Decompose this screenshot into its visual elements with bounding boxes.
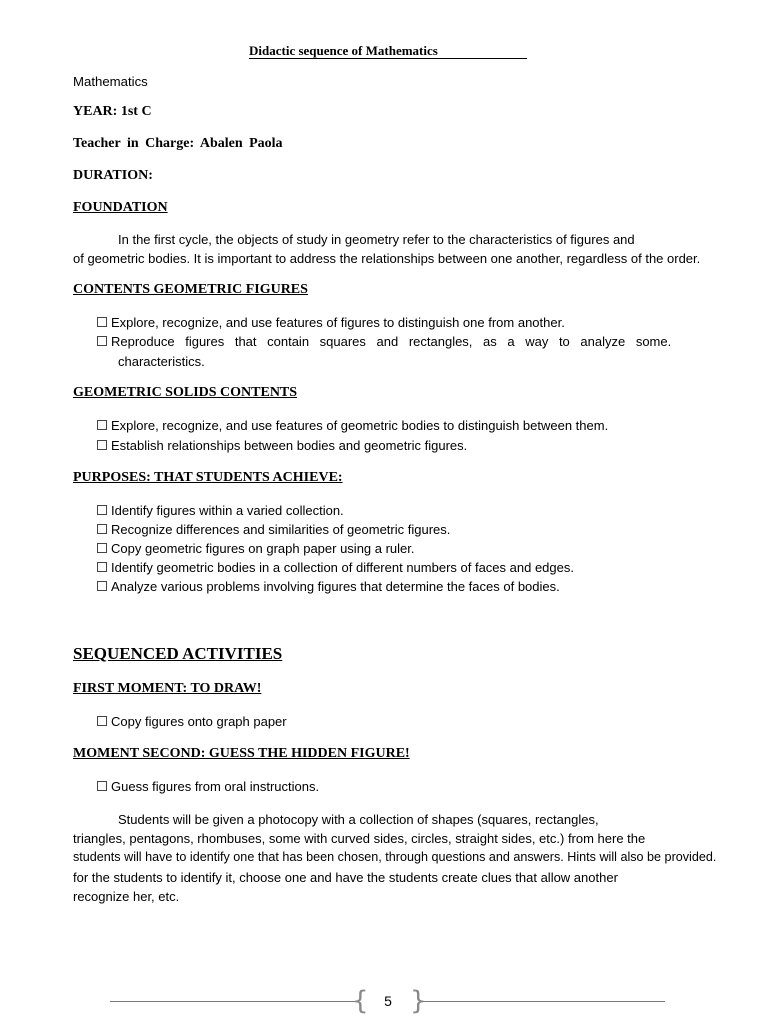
activity-paragraph-line-5: recognize her, etc.: [73, 889, 180, 904]
list-item-continuation: characteristics.: [118, 354, 205, 369]
checkbox-bullet-icon: [97, 420, 107, 430]
checkbox-bullet-icon: [97, 781, 107, 791]
footer-rule-left: [110, 1001, 356, 1002]
purposes-heading: PURPOSES: THAT STUDENTS ACHIEVE:: [73, 470, 343, 485]
list-item: Identify geometric bodies in a collection of different numbers of faces and edges.: [97, 558, 574, 577]
contents-figures-heading: CONTENTS GEOMETRIC FIGURES: [73, 282, 308, 297]
foundation-line-2: of geometric bodies. It is important to address the relationships between one another, regardless of the order.: [73, 251, 701, 266]
list-item: Copy figures onto graph paper: [97, 712, 287, 731]
activity-paragraph-line-3: students will have to identify one that has been chosen, through questions and answers. Hints will also be provided.: [73, 850, 717, 864]
checkbox-bullet-icon: [97, 562, 107, 572]
teacher-label: Teacher in Charge: Abalen Paola: [73, 136, 283, 151]
activity-paragraph-line-1: Students will be given a photocopy with a collection of shapes (squares, rectangles,: [118, 812, 599, 827]
activity-paragraph-line-4: for the students to identify it, choose one and have the students create clues that allow another: [73, 870, 618, 885]
list-item: Explore, recognize, and use features of geometric bodies to distinguish between them.: [97, 416, 608, 435]
list-item: Guess figures from oral instructions.: [97, 777, 319, 796]
foundation-line-1: In the first cycle, the objects of study in geometry refer to the characteristics of figures and: [118, 232, 635, 247]
list-item: Establish relationships between bodies and geometric figures.: [97, 436, 467, 455]
checkbox-bullet-icon: [97, 317, 107, 327]
sequenced-activities-heading: SEQUENCED ACTIVITIES: [73, 644, 283, 663]
checkbox-bullet-icon: [97, 505, 107, 515]
checkbox-bullet-icon: [97, 336, 107, 346]
right-brace-icon: }: [410, 986, 427, 1016]
foundation-heading: FOUNDATION: [73, 200, 168, 215]
checkbox-bullet-icon: [97, 716, 107, 726]
year-label: YEAR: 1st C: [73, 104, 152, 119]
footer-rule-right: [420, 1001, 665, 1002]
left-brace-icon: {: [352, 986, 369, 1016]
list-item: Identify figures within a varied collection.: [97, 501, 344, 520]
checkbox-bullet-icon: [97, 581, 107, 591]
activity-paragraph-line-2: triangles, pentagons, rhombuses, some with curved sides, circles, straight sides, etc.) from here the: [73, 831, 646, 846]
subject-label: Mathematics: [73, 74, 148, 89]
list-item: Recognize differences and similarities of geometric figures.: [97, 520, 450, 539]
checkbox-bullet-icon: [97, 543, 107, 553]
list-item: Reproduce figures that contain squares and rectangles, as a way to analyze some.: [97, 332, 633, 351]
document-title: Didactic sequence of Mathematics: [249, 43, 527, 59]
first-moment-heading: FIRST MOMENT: TO DRAW!: [73, 681, 262, 696]
second-moment-heading: MOMENT SECOND: GUESS THE HIDDEN FIGURE!: [73, 746, 410, 761]
checkbox-bullet-icon: [97, 524, 107, 534]
list-item: Copy geometric figures on graph paper using a ruler.: [97, 539, 415, 558]
duration-label: DURATION:: [73, 168, 153, 183]
checkbox-bullet-icon: [97, 440, 107, 450]
page-number: 5: [384, 993, 392, 1009]
list-item: Explore, recognize, and use features of figures to distinguish one from another.: [97, 313, 565, 332]
solids-contents-heading: GEOMETRIC SOLIDS CONTENTS: [73, 385, 298, 400]
list-item: Analyze various problems involving figures that determine the faces of bodies.: [97, 577, 560, 596]
